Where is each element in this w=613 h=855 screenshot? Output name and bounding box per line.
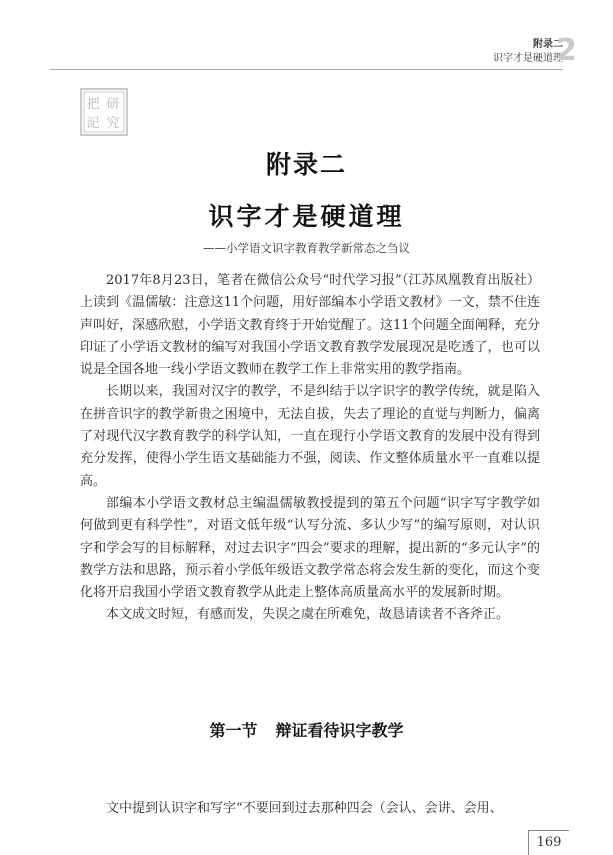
running-header-number: 2 [556, 33, 577, 68]
svg-text:把: 把 [86, 97, 100, 112]
section-number: 第一节 [209, 721, 258, 740]
svg-text:研: 研 [106, 97, 120, 112]
chapter-title: 识字才是硬道理 [208, 202, 405, 231]
body-text [80, 270, 540, 627]
svg-text:究: 究 [106, 116, 120, 131]
svg-text:記: 記 [86, 116, 100, 131]
running-header-title: 识字才是硬道理 [493, 53, 563, 64]
seal-stamp-icon [80, 88, 128, 136]
page-number: 169 [528, 830, 569, 855]
paragraph: 长期以来，我国对汉字的教学，不是纠结于以字识字的教学传统，就是陷入在拼音识字的教学新贵之困境中，无法自拔，失去了理论的直觉与判断力，偏离了对现代汉字教育教学的科学认知，一直在现行小学语文教育的发展中没有得到充分发挥，使得小学生语文基础能力不强，阅读、作文整体质量水平一直难以提高。 [80, 384, 540, 489]
running-header [493, 38, 563, 66]
paragraph-continued: 文中提到认识字和写字“不要回到过去那种四会（会认、会讲、会用、 [106, 801, 503, 816]
running-header-appendix: 附录二 [533, 39, 563, 50]
chapter-label: 附录二 [265, 150, 347, 179]
section-title: 辩证看待识字教学 [275, 721, 404, 740]
paragraph: 2017年8月23日，笔者在微信公众号“时代学习报”（江苏凤凰教育出版社）上读到《温儒敏：注意这11个问题，用好部编本小学语文教材》一文，禁不住连声叫好，深感欣慰，小学语文教育终于开始觉醒了。这11个问题全面阐释，充分印证了小学语文教材的编写对我国小学语文教育教学发展现况是吃透了，也可以说是全国各地一线小学语文教师在教学工作上非常实用的教学指南。 [80, 273, 540, 378]
section-heading [0, 718, 613, 741]
chapter-subtitle: ——小学语文识字教育教学新常态之刍议 [203, 241, 410, 255]
header-rule [50, 69, 563, 70]
paragraph: 本文成文时短，有感而发，失误之虞在所难免，故恳请读者不吝斧正。 [106, 607, 510, 623]
paragraph: 部编本小学语文教材总主编温儒敏教授提到的第五个问题“识字写字教学如何做到更有科学性”，对语文低年级“认写分流、多认少写”的编写原则，对认识字和学会写的目标解释，对过去识字“四会”要求的理解，提出新的“多元认字”的教学方法和思路，预示着小学低年级语文教学常态将会发生新的变化，而这个变化将开启我国小学语文教育教学从此走上整体高质量高水平的发展新时期。 [80, 495, 540, 601]
